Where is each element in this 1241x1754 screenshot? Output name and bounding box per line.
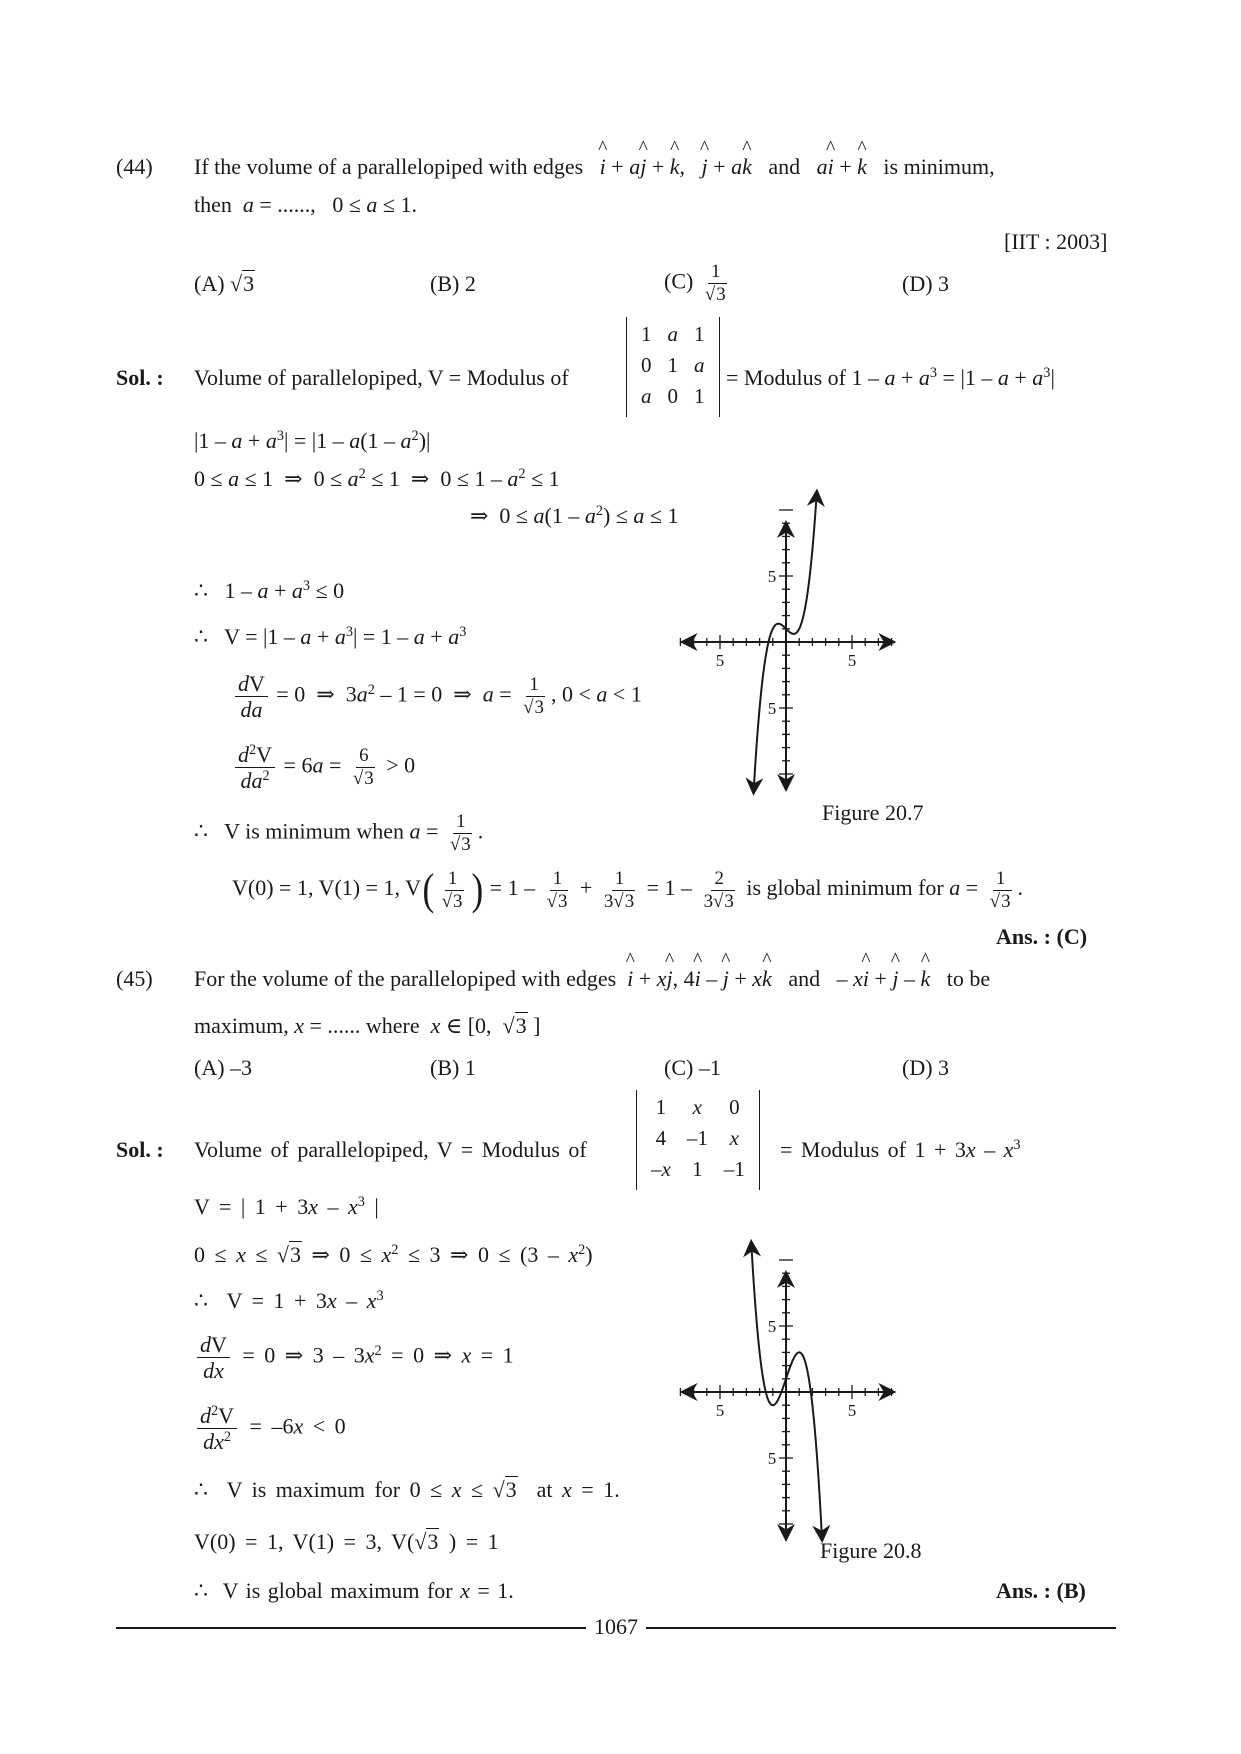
q45-matrix-cell: x <box>692 1095 702 1119</box>
q44-matrix-cell: 1 <box>667 353 678 377</box>
q45-to-be: to be <box>946 966 991 991</box>
q44-is-min: is minimum, <box>883 154 995 179</box>
y-tick-label: 5 <box>767 699 777 718</box>
page-number: 1067 <box>594 1614 638 1639</box>
q44-option-a: (A) √3 <box>194 271 255 296</box>
q44-matrix-cell: a <box>641 384 652 408</box>
q45-answer: Ans. : (B) <box>996 1578 1086 1603</box>
q44-step-5: ∴ $V = |1 - a + a^3| = 1 - a + a^3$ <box>194 624 467 649</box>
footer-rule-right <box>646 1627 1116 1629</box>
figure-20-8-chart <box>620 1180 1120 1540</box>
q44-matrix-table <box>633 319 713 412</box>
y-tick-label: 5 <box>767 1449 777 1468</box>
q45-step-2: 0 ≤ x ≤ √3 ⇒ $0 \le x^2 \le 3$ ⇒ $0 \le (3 - x^2)$ <box>194 1242 593 1267</box>
q45-matrix-cell: x <box>729 1126 739 1150</box>
q45-intro: For the volume of the parallelopiped with edges <box>194 966 617 991</box>
q44-number: (44) <box>116 154 153 179</box>
q44-eq: = ......, <box>259 192 316 217</box>
q45-sol-text: Volume of parallelopiped, V = Modulus of <box>194 1137 587 1162</box>
x-tick-label: 5 <box>847 1401 857 1420</box>
q44-answer: Ans. : (C) <box>996 924 1088 949</box>
q44-option-a-label: (A) <box>194 271 225 296</box>
q44-statement-line1: If the volume of a parallelopiped with edges ^ i + a^ j + ^ k, ^ j + a^ k and a^ i + ^ k is minimum, <box>194 156 995 178</box>
q44-step-9: V(0) = 1, V(1) = 1, V( $\frac{1}{√3}$ ) = 1 – $\frac{1}{√3}$ + $\frac{1}{3√3}$ = 1 – $\frac{2}{3√3}$ is global minimum for a = $\frac{1}{√3}$ . <box>232 865 1024 914</box>
q44-option-c: (C) $\frac{1}{√3}$ <box>664 261 726 305</box>
q44-matrix-row <box>633 319 713 350</box>
q45-determinant <box>636 1090 760 1190</box>
q45-step-1: V = | $1 + 3x - x^3$ | <box>194 1194 379 1219</box>
q45-statement-line1: For the volume of the parallelopiped with edges ^ i + x^ j, 4^ i – ^ j + x^ k and – x^ i + ^ j – ^ k to be <box>194 968 990 990</box>
q44-sol-text: Volume of parallelopiped, V = Modulus of <box>194 365 569 390</box>
q44-step-2: 0 ≤ a ≤ 1 ⇒ $0 \le a^2 \le 1$ ⇒ $0 \le 1 - a^2 \le 1$ <box>194 466 560 491</box>
q45-matrix-cell: –x <box>651 1157 671 1181</box>
q45-and: and <box>788 966 821 991</box>
q44-option-d: (D) 3 <box>902 271 950 296</box>
q44-source: [IIT : 2003] <box>1004 229 1108 254</box>
q44-step-4: ∴ $1 - a + a^3 \le 0$ <box>194 578 345 603</box>
q45-matrix-cell: 0 <box>729 1095 740 1119</box>
q45-where: = ...... where <box>309 1013 420 1038</box>
figure-20-7-caption: Figure 20.7 <box>822 800 924 825</box>
q44-intro: If the volume of a parallelopiped with edges <box>194 154 584 179</box>
q44-matrix-cell: 0 <box>667 384 678 408</box>
q44-matrix-cell: 0 <box>641 353 652 377</box>
y-tick-label: 5 <box>767 567 777 586</box>
q45-step-4: $\frac{dV}{dx}$ = 0 ⇒ $3 - 3x^2 = 0$ ⇒ x = 1 <box>194 1333 514 1382</box>
q45-matrix-cell: 1 <box>692 1157 703 1181</box>
q45-max: maximum, <box>194 1013 289 1038</box>
q44-sol-label: Sol. : <box>116 365 164 390</box>
q45-option-b: (B) 1 <box>430 1055 476 1080</box>
q45-option-a: (A) –3 <box>194 1055 253 1080</box>
q44-step-3: ⇒ $0 \le a(1 - a^2) \le a \le 1$ <box>470 503 679 528</box>
q44-matrix-cell: 1 <box>641 322 652 346</box>
x-tick-label: 5 <box>847 651 857 670</box>
q44-step-6: $\frac{dV}{da}$ = 0 ⇒ $3a^2 - 1 = 0$ ⇒ a = $\frac{1}{√3}$ , 0 < a < 1 <box>232 672 642 721</box>
q45-matrix-row <box>643 1123 753 1154</box>
q44-determinant <box>626 317 720 417</box>
q44-matrix-cell: a <box>694 353 705 377</box>
q44-then: then <box>194 192 232 217</box>
figure-20-8-caption: Figure 20.8 <box>820 1538 922 1563</box>
q45-matrix-cell: 4 <box>655 1126 667 1150</box>
q44-statement-line2: then a = ......, 0 ≤ a ≤ 1. <box>194 192 417 217</box>
q44-sol-eq: = Modulus of $1 - a + a^3 = |1 - a + a^3|$ <box>726 365 1055 390</box>
q45-statement-line2: maximum, x = ...... where x ∈ [0, √3 ] <box>194 1013 541 1038</box>
q45-matrix-row <box>643 1092 753 1123</box>
q45-sol-eq: = Modulus of $1 + 3x - x^3$ <box>780 1137 1021 1162</box>
q44-step-1: $|1 - a + a^3| = |1 - a(1 - a^2)|$ <box>194 428 431 453</box>
x-tick-label: 5 <box>715 1401 725 1420</box>
q44-step-7: $\frac{d^2V}{da^2}$ = 6a = $\frac{6}{√3}$ > 0 <box>232 743 415 792</box>
q45-step-8: ∴ V is global maximum for x = 1. <box>194 1578 514 1603</box>
y-tick-label: 5 <box>767 1317 777 1336</box>
q45-step-6: ∴ V is maximum for 0 ≤ x ≤ √3 at x = 1. <box>194 1477 620 1502</box>
q45-option-c: (C) –1 <box>664 1055 721 1080</box>
q45-step-5: $\frac{d^2V}{dx^2}$ = –6x < 0 <box>194 1404 346 1453</box>
q44-and: and <box>768 154 801 179</box>
q45-matrix-table <box>643 1092 753 1185</box>
q44-matrix-cell: 1 <box>694 322 705 346</box>
figure-20-7-chart <box>620 430 1120 790</box>
q44-step-8: ∴ V is minimum when a = $\frac{1}{√3}$ . <box>194 811 484 855</box>
q45-matrix-cell: –1 <box>686 1126 708 1150</box>
q45-step-7: V(0) = 1, V(1) = 3, V(√3 ) = 1 <box>194 1529 499 1554</box>
q45-matrix-cell: 1 <box>655 1095 667 1119</box>
q45-number: (45) <box>116 966 153 991</box>
footer-rule-left <box>116 1627 586 1629</box>
q44-matrix-row <box>633 381 713 412</box>
q45-option-d: (D) 3 <box>902 1055 950 1080</box>
q44-matrix-row <box>633 350 713 381</box>
q45-matrix-cell: –1 <box>723 1157 745 1181</box>
q44-option-a-value: 3 <box>243 271 255 296</box>
q45-step-3: ∴ $V = 1 + 3x - x^3$ <box>194 1288 384 1313</box>
x-tick-label: 5 <box>715 651 725 670</box>
q44-option-c-label: (C) <box>664 268 694 294</box>
q44-option-b: (B) 2 <box>430 271 476 296</box>
q44-matrix-cell: 1 <box>694 384 705 408</box>
q45-sol-label: Sol. : <box>116 1137 164 1162</box>
q44-matrix-cell: a <box>667 322 678 346</box>
